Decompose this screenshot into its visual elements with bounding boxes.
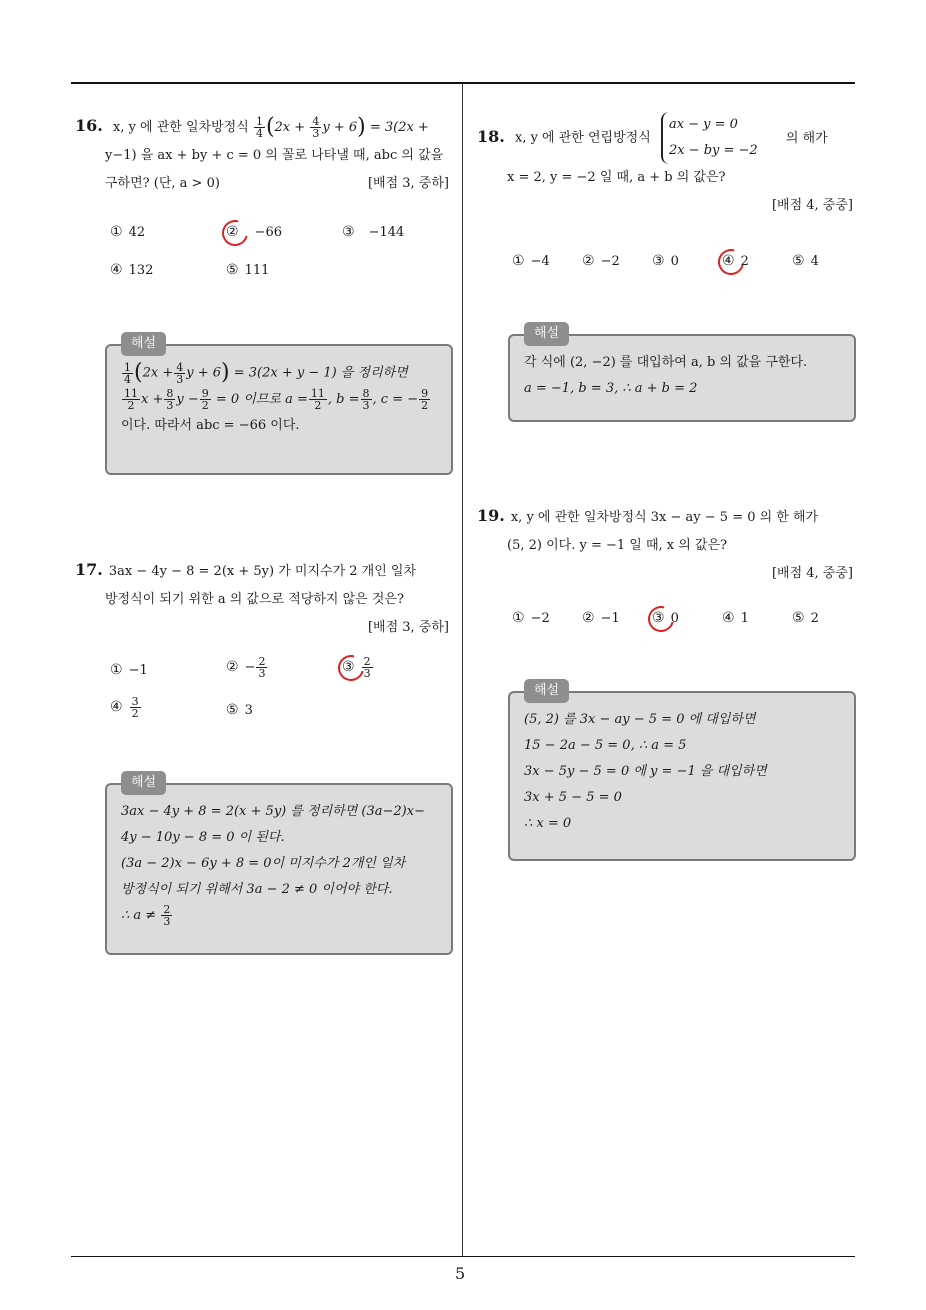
top-rule <box>71 82 855 84</box>
choice-5[interactable]: ⑤ 2 <box>792 610 819 626</box>
question-text: 의 해가 <box>785 130 828 146</box>
choice-2[interactable]: ② −66 <box>226 224 282 240</box>
fraction: $\frac{1}{4}$ <box>255 115 263 140</box>
choice-1[interactable]: ① −4 <box>512 253 550 269</box>
solution-17: 해설 3ax − 4y + 8 = 2(x + 5y) 를 정리하면 (3a−2)x− 4y − 10y − 8 = 0 이 된다. (3a − 2)x − 6y + 8 = 0이 미지수가 2개인 일차 방정식이 되기 위해서 3a − 2 ≠ 0 이어야 한다. ∴ a ≠ $\frac{2}{3}$ <box>105 783 453 955</box>
choice-4[interactable]: ④ 1 <box>722 610 749 626</box>
solution-18: 해설 각 식에 (2, −2) 를 대입하여 a, b 의 값을 구한다. a = −1, b = 3, ∴ a + b = 2 <box>508 334 856 422</box>
solution-tab: 해설 <box>524 679 569 703</box>
solution-tab: 해설 <box>121 771 166 795</box>
question-text: x, y 에 관한 일차방정식 <box>112 120 249 135</box>
solution-19: 해설 (5, 2) 를 3x − ay − 5 = 0 에 대입하면 15 − 2a − 5 = 0, ∴ a = 5 3x − 5y − 5 = 0 에 y = −1 을 대입하면 3x + 5 − 5 = 0 ∴ x = 0 <box>508 691 856 861</box>
question-16: 16. x, y 에 관한 일차방정식 $\frac{1}{4}$ (2x + $\frac{4}{3}$ y + 6) = 3(2x + y−1) 을 ax + by + c = 0 의 꼴로 나타낼 때, abc 의 값을 구하면? (단, a > 0) [배점 3, 중하] <box>75 112 453 198</box>
question-text: x, y 에 관한 연립방정식 <box>514 130 651 146</box>
question-number: 16. <box>75 116 103 135</box>
score-meta: [배점 4, 중중] <box>771 198 853 213</box>
question-text: x = 2, y = −2 일 때, a + b 의 값은? <box>507 170 726 185</box>
choice-1[interactable]: ① −2 <box>512 610 550 626</box>
question-number: 18. <box>477 126 505 146</box>
choice-5[interactable]: ⑤ 111 <box>226 262 270 278</box>
choice-1[interactable]: ① −1 <box>110 662 148 678</box>
equation-system: ax − y = 0 2x − by = −2 <box>661 112 758 164</box>
page-number: 5 <box>455 1264 466 1283</box>
choice-1[interactable]: ① 42 <box>110 224 146 240</box>
solution-tab: 해설 <box>524 322 569 346</box>
score-meta: [배점 4, 중중] <box>771 566 853 581</box>
choice-4[interactable]: ④ 132 <box>110 262 154 278</box>
question-text: (5, 2) 이다. y = −1 일 때, x 의 값은? <box>507 538 728 553</box>
choice-5[interactable]: ⑤ 4 <box>792 253 819 269</box>
choice-4[interactable]: ④ 2 <box>722 253 749 269</box>
choice-3[interactable]: ③ 0 <box>652 253 679 269</box>
fraction: $\frac{4}{3}$ <box>312 115 320 140</box>
question-17 <box>75 556 453 642</box>
answer-circle-icon <box>643 601 679 637</box>
choice-2[interactable]: ② −1 <box>582 610 620 626</box>
answer-circle-icon <box>217 215 253 251</box>
choice-2[interactable]: ② −2 <box>582 253 620 269</box>
bottom-rule <box>71 1256 855 1257</box>
question-19 <box>477 502 857 588</box>
choice-3[interactable]: ③ 0 <box>652 610 679 626</box>
solution-16: 해설 $\frac{1}{4}$ (2x + $\frac{4}{3}$ y + 6) = 3(2x + y − 1) 을 정리하면 $\frac{11}{2}$ x + $\frac{8}{3}$ y − $\frac{9}{2}$ = 0 이므로 a = $\frac{11}{2}$ , b = $\frac{8}{3}$ , c = − $\frac{9}{2}$ 이다. 따라서 abc = −66 이다. <box>105 344 453 475</box>
choice-2[interactable]: ② − $\frac{2}{3}$ <box>226 655 266 680</box>
question-text: 3ax − 4y − 8 = 2(x + 5y) 가 미지수가 2 개인 일차 <box>108 564 417 579</box>
column-divider <box>462 84 463 1256</box>
choice-3[interactable]: ③ −144 <box>342 224 405 240</box>
choice-5[interactable]: ⑤ 3 <box>226 702 253 718</box>
answer-circle-icon <box>713 244 749 280</box>
question-text: 구하면? (단, a > 0) <box>105 176 220 191</box>
choice-4[interactable]: ④ $\frac{3}{2}$ <box>110 695 139 720</box>
score-meta: [배점 3, 중하] <box>367 620 449 635</box>
choice-3[interactable]: ③ $\frac{2}{3}$ <box>342 656 374 679</box>
question-text: y−1) 을 ax + by + c = 0 의 꼴로 나타낼 때, abc 의 값을 <box>105 148 444 163</box>
score-meta: [배점 3, 중하] <box>367 176 449 191</box>
solution-tab: 해설 <box>121 332 166 356</box>
question-number: 19. <box>477 506 505 525</box>
question-number: 17. <box>75 560 103 579</box>
question-text: x, y 에 관한 일차방정식 3x − ay − 5 = 0 의 한 해가 <box>510 510 819 525</box>
question-text: 방정식이 되기 위한 a 의 값으로 적당하지 않은 것은? <box>105 592 404 607</box>
question-18 <box>477 112 857 220</box>
